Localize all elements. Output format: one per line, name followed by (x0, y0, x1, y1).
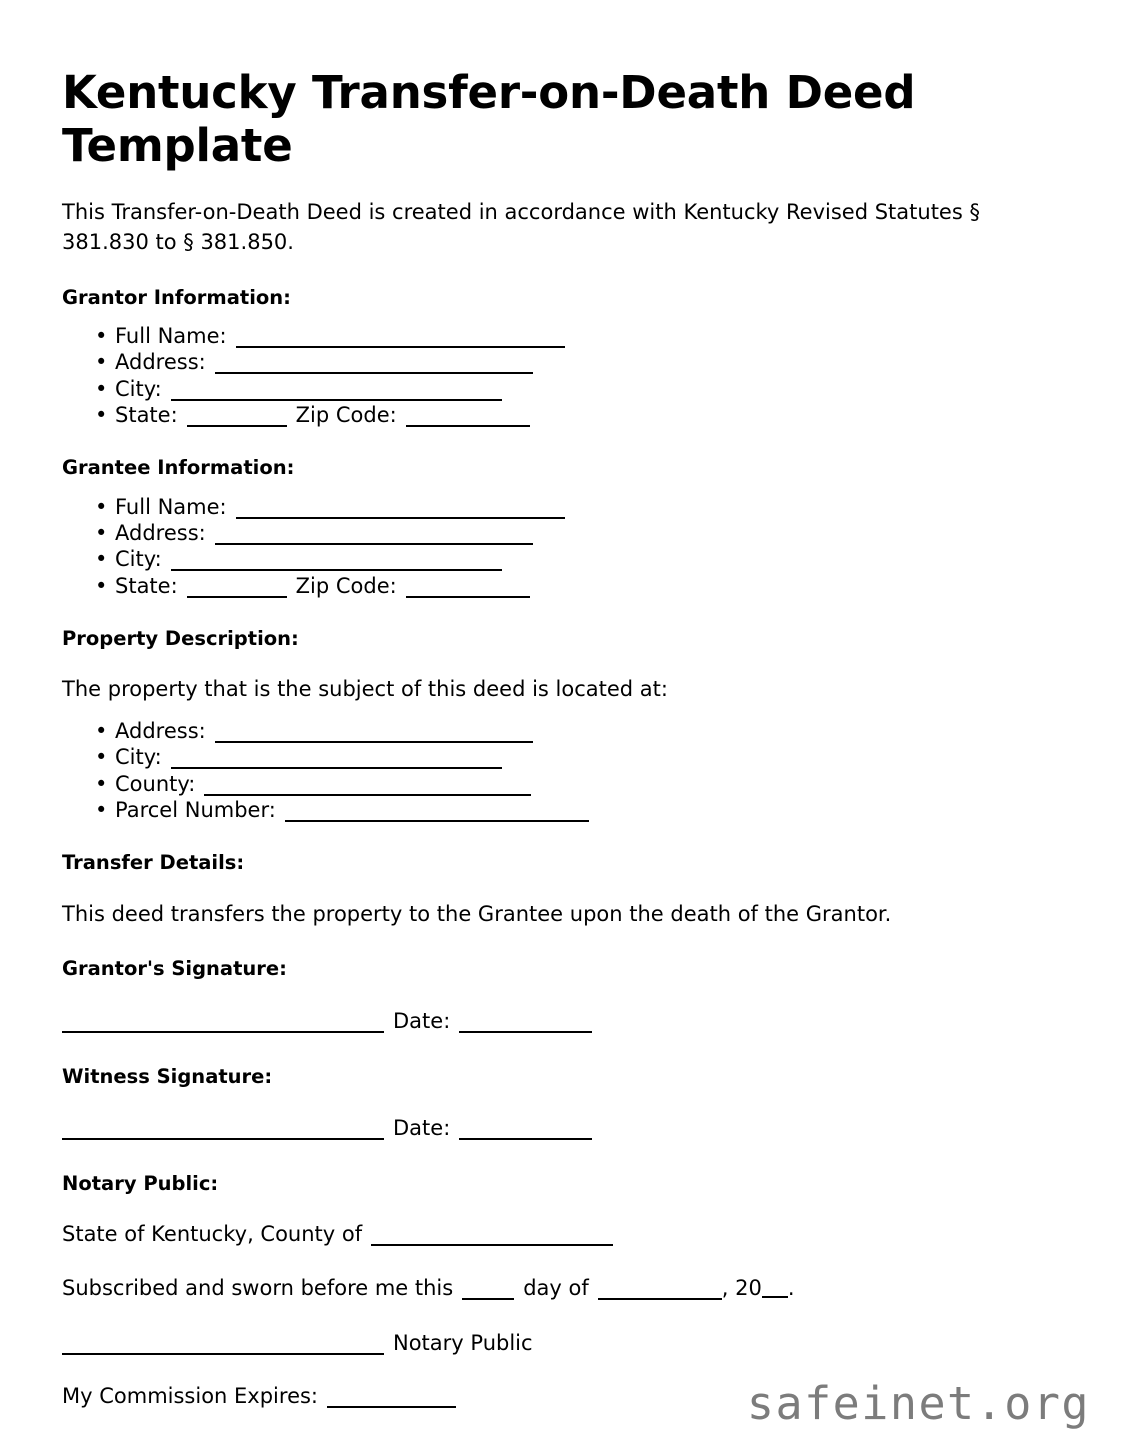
grantor-signature-line (62, 982, 1062, 1037)
property-description-heading: Property Description: (62, 626, 299, 650)
grantor-full-name-field (62, 323, 1062, 349)
grantor-address-field (62, 349, 1062, 375)
notary-sworn-line (62, 1250, 1032, 1304)
grantor-signature-heading: Grantor's Signature: (62, 957, 287, 981)
grantor-city-label: City: (115, 376, 162, 401)
notary-month-blank[interactable] (598, 1298, 722, 1300)
notary-public-label: Notary Public (393, 1330, 533, 1355)
grantee-state-zip-field (62, 573, 1062, 599)
grantee-full-name-field (62, 494, 1062, 520)
grantor-signature-date-label: Date: (393, 1008, 451, 1033)
notary-public-heading: Notary Public: (62, 1171, 219, 1195)
grantee-address-field (62, 520, 1062, 546)
property-parcel-number-label: Parcel Number: (115, 797, 276, 822)
property-parcel-number-blank[interactable] (285, 820, 589, 822)
property-intro-paragraph: The property that is the subject of this deed is located at: (62, 677, 668, 702)
notary-state-county-line (62, 1196, 1032, 1250)
notary-year-prefix-label: , 20 (721, 1275, 762, 1300)
grantee-address-blank[interactable] (215, 543, 533, 545)
grantor-city-field (62, 376, 1062, 402)
property-address-field (62, 718, 1062, 744)
property-address-blank[interactable] (215, 741, 533, 743)
grantee-city-label: City: (115, 547, 162, 572)
grantor-address-label: Address: (115, 350, 206, 375)
grantor-city-blank[interactable] (171, 399, 502, 401)
grantor-state-label: State: (115, 403, 178, 428)
grantee-zip-blank[interactable] (406, 596, 530, 598)
grantor-full-name-blank[interactable] (236, 346, 565, 348)
witness-signature-date-blank[interactable] (459, 1138, 592, 1140)
transfer-details-paragraph: This deed transfers the property to the Grantee upon the death of the Grantor. (62, 901, 892, 926)
notary-signature-blank[interactable] (62, 1353, 384, 1355)
grantor-field-list (62, 310, 1062, 428)
property-county-label: County: (115, 771, 196, 796)
grantee-city-blank[interactable] (171, 569, 502, 571)
notary-commission-blank[interactable] (327, 1406, 456, 1408)
intro-paragraph: This Transfer-on-Death Deed is created in accordance with Kentucky Revised Statutes § 381.830 to § 381.850. (62, 200, 980, 254)
grantor-information-heading: Grantor Information: (62, 285, 291, 309)
grantee-information-heading: Grantee Information: (62, 456, 295, 480)
notary-day-of-label: day of (523, 1275, 589, 1300)
notary-signature-line (62, 1304, 1062, 1359)
notary-day-blank[interactable] (462, 1298, 514, 1300)
grantor-address-blank[interactable] (215, 372, 533, 374)
notary-sworn-prefix-label: Subscribed and sworn before me this (62, 1275, 454, 1300)
property-county-blank[interactable] (204, 794, 531, 796)
property-city-blank[interactable] (171, 767, 502, 769)
grantee-address-label: Address: (115, 520, 206, 545)
site-watermark: safeinet.org (746, 1377, 1090, 1430)
grantor-zip-label: Zip Code: (295, 403, 397, 428)
grantee-full-name-label: Full Name: (115, 494, 227, 519)
witness-signature-heading: Witness Signature: (62, 1064, 273, 1088)
grantee-city-field (62, 546, 1062, 572)
document-content (62, 0, 1062, 1412)
grantor-zip-blank[interactable] (406, 425, 530, 427)
property-address-label: Address: (115, 719, 206, 744)
notary-sworn-suffix-label: . (787, 1275, 795, 1300)
notary-year-blank[interactable] (762, 1296, 788, 1298)
property-city-field (62, 744, 1062, 770)
grantee-field-list (62, 481, 1062, 599)
grantee-state-label: State: (115, 573, 178, 598)
grantor-signature-blank[interactable] (62, 1031, 384, 1033)
notary-commission-label: My Commission Expires: (62, 1384, 318, 1409)
property-county-field (62, 771, 1062, 797)
property-field-list (62, 705, 1062, 823)
grantor-signature-date-blank[interactable] (459, 1031, 592, 1033)
property-city-label: City: (115, 745, 162, 770)
grantee-state-blank[interactable] (187, 596, 287, 598)
grantor-full-name-label: Full Name: (115, 324, 227, 349)
notary-county-blank[interactable] (371, 1244, 613, 1246)
property-parcel-number-field (62, 797, 1062, 823)
witness-signature-line (62, 1089, 1062, 1144)
grantor-state-zip-field (62, 402, 1062, 428)
grantee-zip-label: Zip Code: (295, 573, 397, 598)
grantee-full-name-blank[interactable] (236, 517, 565, 519)
transfer-details-heading: Transfer Details: (62, 851, 245, 875)
page-title: Kentucky Transfer-on-Death Deed Template (62, 66, 916, 173)
grantor-state-blank[interactable] (187, 425, 287, 427)
notary-state-county-label: State of Kentucky, County of (62, 1222, 363, 1247)
witness-signature-blank[interactable] (62, 1138, 384, 1140)
witness-signature-date-label: Date: (393, 1115, 451, 1140)
